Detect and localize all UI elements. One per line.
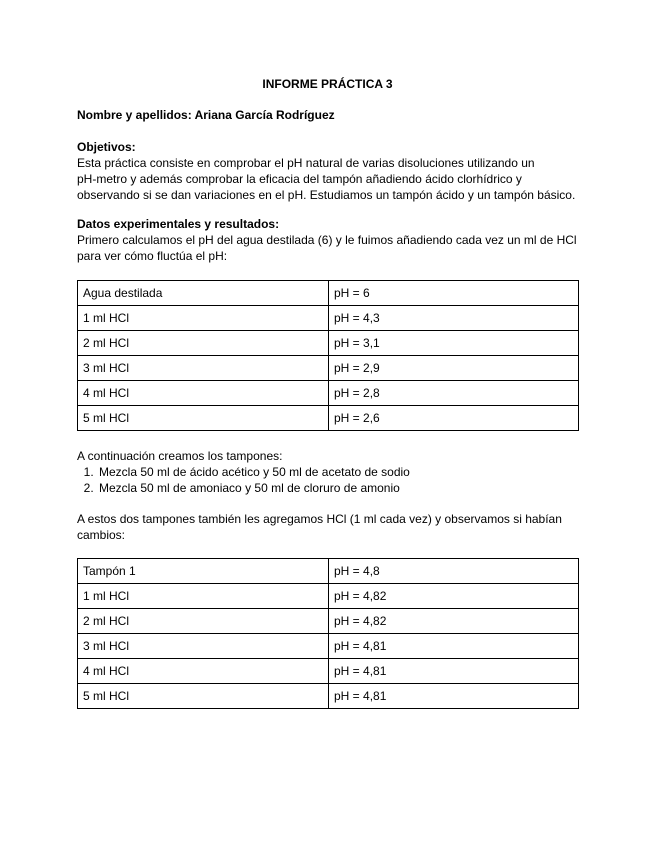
table-cell: pH = 4,81: [329, 659, 579, 684]
buffers-list: [77, 464, 577, 496]
buffers-section: [77, 448, 577, 496]
table-row: [78, 559, 579, 584]
table-cell: pH = 2,9: [329, 356, 579, 381]
document-title: INFORME PRÁCTICA 3: [262, 77, 393, 91]
table-row: [78, 609, 579, 634]
table-row: [78, 659, 579, 684]
objectives-line: observando si se dan variaciones en el pH. Estudiamos un tampón ácido y un tampón básico.: [77, 188, 576, 202]
objectives-heading: Objetivos:: [77, 140, 136, 154]
table-cell: pH = 4,8: [329, 559, 579, 584]
table-row: [78, 406, 579, 431]
results-heading: Datos experimentales y resultados:: [77, 217, 280, 231]
table-cell: Agua destilada: [78, 281, 329, 306]
table-cell: 1 ml HCl: [78, 306, 329, 331]
table-cell: 5 ml HCl: [78, 684, 329, 709]
results-line: para ver cómo fluctúa el pH:: [77, 249, 228, 263]
buffers-test-line: A estos dos tampones también les agregamos HCl (1 ml cada vez) y observamos si habían: [77, 512, 562, 526]
table-row: [78, 634, 579, 659]
table-row: [78, 331, 579, 356]
list-item: 2. Mezcla 50 ml de amoniaco y 50 ml de cloruro de amonio: [97, 480, 577, 496]
table-cell: 5 ml HCl: [78, 406, 329, 431]
table-cell: 4 ml HCl: [78, 659, 329, 684]
objectives-section: [77, 139, 577, 203]
table-row: [78, 306, 579, 331]
table-cell: pH = 4,82: [329, 609, 579, 634]
list-item: 1. Mezcla 50 ml de ácido acético y 50 ml de acetato de sodio: [97, 464, 577, 480]
ph-buffer-table: [77, 558, 579, 709]
table-cell: 3 ml HCl: [78, 356, 329, 381]
objectives-line: Esta práctica consiste en comprobar el pH natural de varias disoluciones utilizando un: [77, 156, 535, 170]
table-cell: pH = 4,81: [329, 634, 579, 659]
table-row: [78, 684, 579, 709]
buffers-test-section: [77, 511, 577, 543]
table-cell: pH = 4,81: [329, 684, 579, 709]
name-line: Nombre y apellidos: Ariana García Rodríguez: [77, 108, 335, 122]
results-section: [77, 216, 577, 264]
table-row: [78, 381, 579, 406]
table-row: [78, 281, 579, 306]
buffers-test-line: cambios:: [77, 528, 126, 542]
table-cell: 4 ml HCl: [78, 381, 329, 406]
table-cell: 1 ml HCl: [78, 584, 329, 609]
table-cell: pH = 4,82: [329, 584, 579, 609]
table-cell: 2 ml HCl: [78, 609, 329, 634]
table-cell: pH = 6: [329, 281, 579, 306]
table-cell: 2 ml HCl: [78, 331, 329, 356]
table-row: [78, 356, 579, 381]
table-cell: Tampón 1: [78, 559, 329, 584]
table-cell: pH = 4,3: [329, 306, 579, 331]
table-row: [78, 584, 579, 609]
buffers-intro: A continuación creamos los tampones:: [77, 449, 283, 463]
results-line: Primero calculamos el pH del agua destilada (6) y le fuimos añadiendo cada vez un ml de HCl: [77, 233, 577, 247]
table-cell: pH = 2,6: [329, 406, 579, 431]
ph-water-table: [77, 280, 579, 431]
table-cell: pH = 3,1: [329, 331, 579, 356]
table-cell: 3 ml HCl: [78, 634, 329, 659]
objectives-line: pH-metro y además comprobar la eficacia del tampón añadiendo ácido clorhídrico y: [77, 172, 522, 186]
table-cell: pH = 2,8: [329, 381, 579, 406]
